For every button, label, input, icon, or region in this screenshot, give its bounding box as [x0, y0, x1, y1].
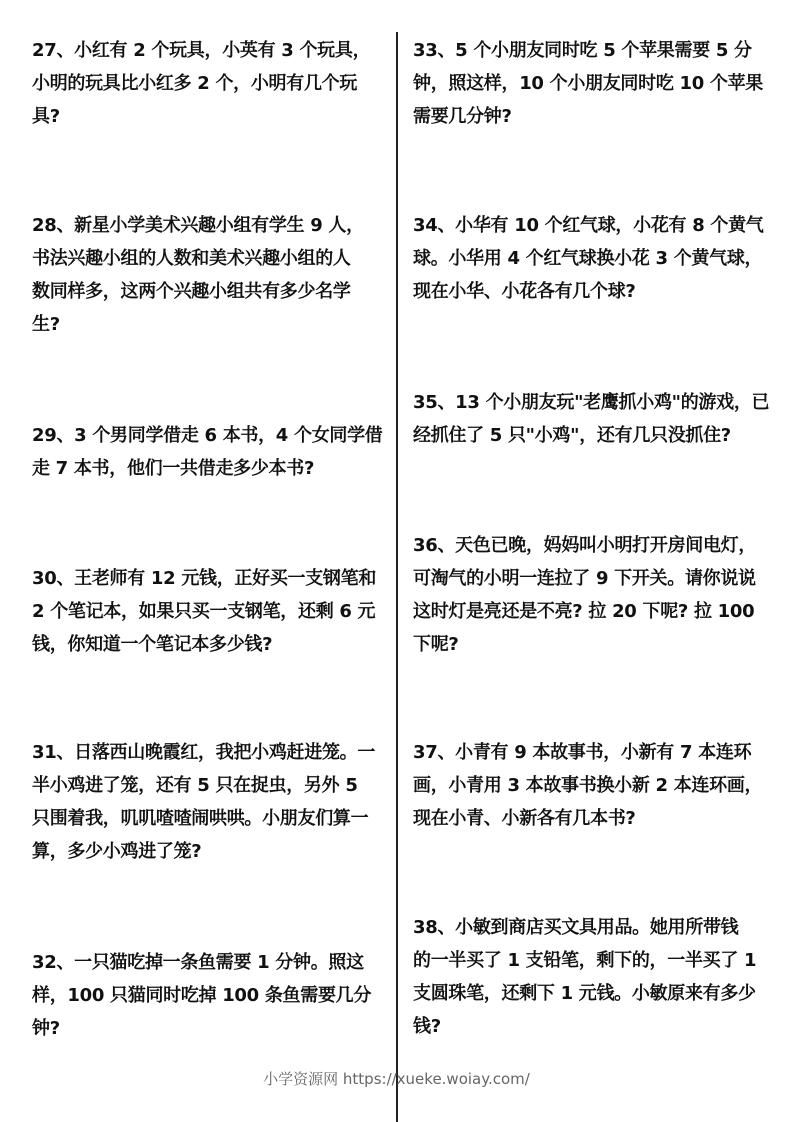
question — [413, 911, 783, 1043]
question-line: 31、日落西山晚霞红，我把小鸡赶进笼。一 — [32, 742, 376, 763]
question-line: 钱? — [413, 1016, 441, 1037]
question-line: 画，小青用 3 本故事书换小新 2 本连环画， — [413, 775, 763, 796]
question — [32, 562, 402, 661]
question — [413, 34, 783, 133]
question-line: 35、13 个小朋友玩"老鹰抓小鸡"的游戏，已 — [413, 392, 770, 413]
question-line: 现在小青、小新各有几本书? — [413, 808, 636, 829]
question — [32, 34, 402, 133]
question-line: 现在小华、小花各有几个球? — [413, 281, 636, 302]
question — [413, 736, 783, 835]
question-line: 算，多少小鸡进了笼? — [32, 841, 202, 862]
question-line: 需要几分钟? — [413, 106, 512, 127]
question — [413, 529, 783, 661]
question — [413, 209, 783, 308]
question — [413, 386, 783, 452]
question-line: 样，100 只猫同时吃掉 100 条鱼需要几分 — [32, 985, 372, 1006]
question-line: 球。小华用 4 个红气球换小花 3 个黄气球， — [413, 248, 763, 269]
question-line: 经抓住了 5 只"小鸡"，还有几只没抓住? — [413, 425, 731, 446]
question-line: 只围着我，叽叽喳喳闹哄哄。小朋友们算一 — [32, 808, 369, 829]
question — [32, 736, 402, 868]
question-line: 的一半买了 1 支铅笔，剩下的，一半买了 1 — [413, 950, 757, 971]
question-line: 可淘气的小明一连拉了 9 下开关。请你说说 — [413, 568, 756, 589]
question-line: 33、5 个小朋友同时吃 5 个苹果需要 5 分 — [413, 40, 752, 61]
question-line: 27、小红有 2 个玩具，小英有 3 个玩具， — [32, 40, 371, 61]
question — [32, 946, 402, 1045]
question-line: 29、3 个男同学借走 6 本书，4 个女同学借 — [32, 425, 383, 446]
question-line: 钟，照这样，10 个小朋友同时吃 10 个苹果 — [413, 73, 763, 94]
question-line: 38、小敏到商店买文具用品。她用所带钱 — [413, 917, 739, 938]
question-line: 下呢? — [413, 634, 459, 655]
question-line: 支圆珠笔，还剩下 1 元钱。小敏原来有多少 — [413, 983, 756, 1004]
question-line: 34、小华有 10 个红气球，小花有 8 个黄气 — [413, 215, 764, 236]
question-line: 30、王老师有 12 元钱，正好买一支钢笔和 — [32, 568, 377, 589]
footer-watermark: 小学资源网 https://xueke.woiay.com/ — [263, 1070, 530, 1088]
question-line: 36、天色已晚，妈妈叫小明打开房间电灯， — [413, 535, 757, 556]
question-line: 数同样多，这两个兴趣小组共有多少名学 — [32, 281, 351, 302]
question-line: 2 个笔记本，如果只买一支钢笔，还剩 6 元 — [32, 601, 376, 622]
question-line: 走 7 本书，他们一共借走多少本书? — [32, 458, 315, 479]
question-line: 生? — [32, 314, 60, 335]
question-line: 半小鸡进了笼，还有 5 只在捉虫，另外 5 — [32, 775, 358, 796]
question-line: 具? — [32, 106, 60, 127]
question-line: 32、一只猫吃掉一条鱼需要 1 分钟。照这 — [32, 952, 364, 973]
question — [32, 419, 402, 485]
question-line: 钟? — [32, 1018, 60, 1039]
question-line: 小明的玩具比小红多 2 个，小明有几个玩 — [32, 73, 358, 94]
question-line: 钱，你知道一个笔记本多少钱? — [32, 634, 273, 655]
question-line: 书法兴趣小组的人数和美术兴趣小组的人 — [32, 248, 351, 269]
question-line: 28、新星小学美术兴趣小组有学生 9 人， — [32, 215, 364, 236]
question-line: 这时灯是亮还是不亮? 拉 20 下呢? 拉 100 — [413, 601, 755, 622]
question-line: 37、小青有 9 本故事书，小新有 7 本连环 — [413, 742, 752, 763]
question — [32, 209, 402, 341]
